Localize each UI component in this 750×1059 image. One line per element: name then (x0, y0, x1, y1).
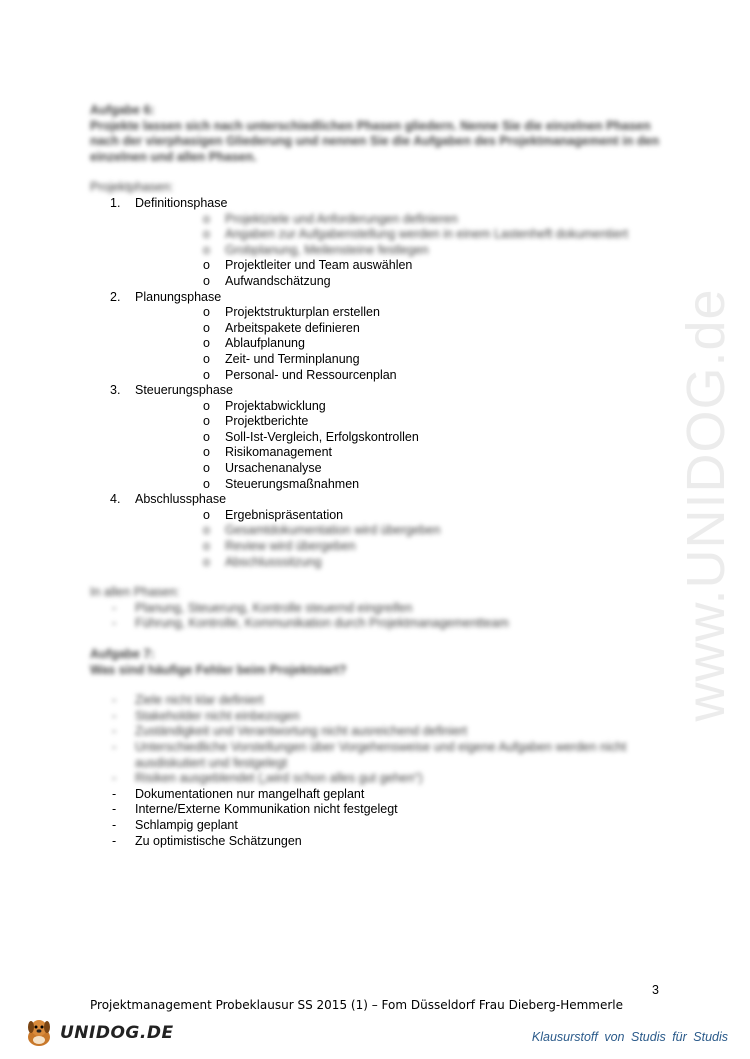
phase-subtask (135, 523, 660, 539)
phase-subtask (135, 461, 660, 477)
phase-subtask (135, 305, 660, 321)
item-text: Zu optimistische Schätzungen (135, 833, 302, 848)
circle-bullet: o (203, 507, 210, 522)
error-item (90, 802, 660, 818)
phase-number: 2. (110, 289, 121, 304)
footer-text: Projektmanagement Probeklausur SS 2015 (1) – Fom Düsseldorf Frau Dieberg-Hemmerle (90, 998, 624, 1012)
circle-bullet: o (203, 305, 210, 320)
logo-text: UNIDOG.DE (60, 1023, 174, 1043)
phase-subtask (135, 399, 660, 415)
phase-subtask (135, 508, 660, 524)
dash-bullet: - (112, 817, 117, 832)
phase-item (90, 290, 660, 384)
subtask-text: Risikomanagement (225, 445, 332, 460)
subtask-text: Projektabwicklung (225, 398, 326, 413)
circle-bullet: o (203, 429, 210, 444)
circle-bullet: o (203, 320, 210, 335)
phase-name: Steuerungsphase (135, 383, 233, 398)
circle-bullet: o (203, 445, 210, 460)
error-item (90, 724, 660, 740)
task7-question: Was sind häufige Fehler beim Projektstart? (90, 662, 347, 677)
dash-bullet: - (112, 833, 117, 848)
item-text: Risiken ausgeblendet („wird schon alles gut gehen“) (135, 771, 423, 786)
phase-subtasks (135, 508, 660, 570)
phase-subtask (135, 321, 660, 337)
item-text: Ziele nicht klar definiert (135, 693, 264, 708)
circle-bullet: o (203, 523, 210, 538)
all-phases-item (90, 601, 660, 617)
dash-bullet: - (112, 771, 117, 786)
subtask-text: Projektziele und Anforderungen definieren (225, 211, 458, 226)
error-item (90, 771, 660, 787)
subtask-text: Personal- und Ressourcenplan (225, 367, 397, 382)
dash-bullet: - (112, 600, 117, 615)
error-item (90, 818, 660, 834)
task7-list (90, 693, 660, 849)
subtask-text: Abschlusssitzung (225, 554, 322, 569)
phase-subtask (135, 477, 660, 493)
item-text: Stakeholder nicht einbezogen (135, 708, 300, 723)
phase-subtask (135, 539, 660, 555)
error-item (90, 740, 660, 771)
subtask-text: Zeit- und Terminplanung (225, 351, 360, 366)
phases-label: Projektphasen: (90, 180, 174, 195)
watermark: www.UNIDOG.de (676, 288, 736, 722)
phase-item (90, 196, 660, 290)
page-number: 3 (652, 983, 659, 997)
dash-bullet: - (112, 724, 117, 739)
phase-subtask (135, 430, 660, 446)
circle-bullet: o (203, 539, 210, 554)
all-phases-label: In allen Phasen: (90, 585, 180, 600)
phase-subtask (135, 414, 660, 430)
circle-bullet: o (203, 398, 210, 413)
circle-bullet: o (203, 258, 210, 273)
item-text: Schlampig geplant (135, 817, 238, 832)
phase-number: 3. (110, 383, 121, 398)
phase-subtask (135, 274, 660, 290)
item-text: Interne/Externe Kommunikation nicht festgelegt (135, 802, 398, 817)
circle-bullet: o (203, 273, 210, 288)
subtask-text: Arbeitspakete definieren (225, 320, 360, 335)
item-text: Planung, Steuerung, Kontrolle steuernd eingreifen (135, 600, 413, 615)
subtask-text: Angaben zur Aufgabenstellung werden in einem Lastenheft dokumentiert (225, 227, 629, 242)
subtask-text: Projektstrukturplan erstellen (225, 305, 380, 320)
item-text: Dokumentationen nur mangelhaft geplant (135, 786, 365, 801)
phase-subtask (135, 352, 660, 368)
phase-subtask (135, 555, 660, 571)
subtask-text: Grobplanung, Meilensteine festlegen (225, 242, 429, 257)
item-text: Unterschiedliche Vorstellungen über Vorgehensweise und eigene Aufgaben werden nicht ausdiskutiert und festgelegt (135, 739, 627, 770)
circle-bullet: o (203, 554, 210, 569)
phase-subtask (135, 368, 660, 384)
phase-name: Definitionsphase (135, 195, 228, 210)
error-item (90, 834, 660, 850)
error-item (90, 693, 660, 709)
phase-number: 4. (110, 492, 121, 507)
unidog-logo (22, 1016, 174, 1050)
circle-bullet: o (203, 414, 210, 429)
subtask-text: Ablaufplanung (225, 336, 305, 351)
circle-bullet: o (203, 242, 210, 257)
phase-subtask (135, 445, 660, 461)
subtask-text: Gesamtdokumentation wird übergeben (225, 523, 441, 538)
tagline: Klausurstoff von Studis für Studis (531, 1030, 728, 1044)
phases-list (90, 196, 660, 570)
circle-bullet: o (203, 461, 210, 476)
phase-name: Abschlussphase (135, 492, 227, 507)
circle-bullet: o (203, 351, 210, 366)
all-phases-item (90, 616, 660, 632)
circle-bullet: o (203, 211, 210, 226)
subtask-text: Projektleiter und Team auswählen (225, 258, 413, 273)
dog-icon (22, 1017, 56, 1049)
phase-name: Planungsphase (135, 289, 222, 304)
dash-bullet: - (112, 739, 117, 754)
subtask-text: Ergebnispräsentation (225, 507, 344, 522)
phase-subtask (135, 243, 660, 259)
circle-bullet: o (203, 367, 210, 382)
all-phases-list (90, 601, 660, 632)
error-item (90, 709, 660, 725)
phase-number: 1. (110, 195, 121, 210)
circle-bullet: o (203, 476, 210, 491)
subtask-text: Aufwandschätzung (225, 273, 331, 288)
subtask-text: Ursachenanalyse (225, 461, 322, 476)
phase-subtasks (135, 212, 660, 290)
dash-bullet: - (112, 693, 117, 708)
phase-subtask (135, 227, 660, 243)
phase-item (90, 383, 660, 492)
dash-bullet: - (112, 616, 117, 631)
phase-subtask (135, 212, 660, 228)
task6-heading: Aufgabe 6: (90, 103, 155, 117)
phase-item (90, 492, 660, 570)
item-text: Zuständigkeit und Verantwortung nicht ausreichend definiert (135, 724, 468, 739)
circle-bullet: o (203, 227, 210, 242)
subtask-text: Soll-Ist-Vergleich, Erfolgskontrollen (225, 429, 419, 444)
dash-bullet: - (112, 802, 117, 817)
content (90, 103, 660, 849)
phase-subtasks (135, 305, 660, 383)
phase-subtask (135, 258, 660, 274)
task6-question: Projekte lassen sich nach unterschiedlichen Phasen gliedern. Nenne Sie die einzelnen Phasen nach der vierphasigen Gliederung und nennen Sie die Aufgaben des Projektmanagement in den einzelnen und allen Phasen. (90, 118, 660, 164)
item-text: Führung, Kontrolle, Kommunikation durch Projektmanagementteam (135, 616, 509, 631)
subtask-text: Steuerungsmaßnahmen (225, 476, 360, 491)
dash-bullet: - (112, 786, 117, 801)
dash-bullet: - (112, 708, 117, 723)
circle-bullet: o (203, 336, 210, 351)
error-item (90, 787, 660, 803)
subtask-text: Review wird übergeben (225, 539, 356, 554)
phase-subtasks (135, 399, 660, 493)
task7-heading: Aufgabe 7: (90, 647, 155, 661)
subtask-text: Projektberichte (225, 414, 309, 429)
phase-subtask (135, 336, 660, 352)
